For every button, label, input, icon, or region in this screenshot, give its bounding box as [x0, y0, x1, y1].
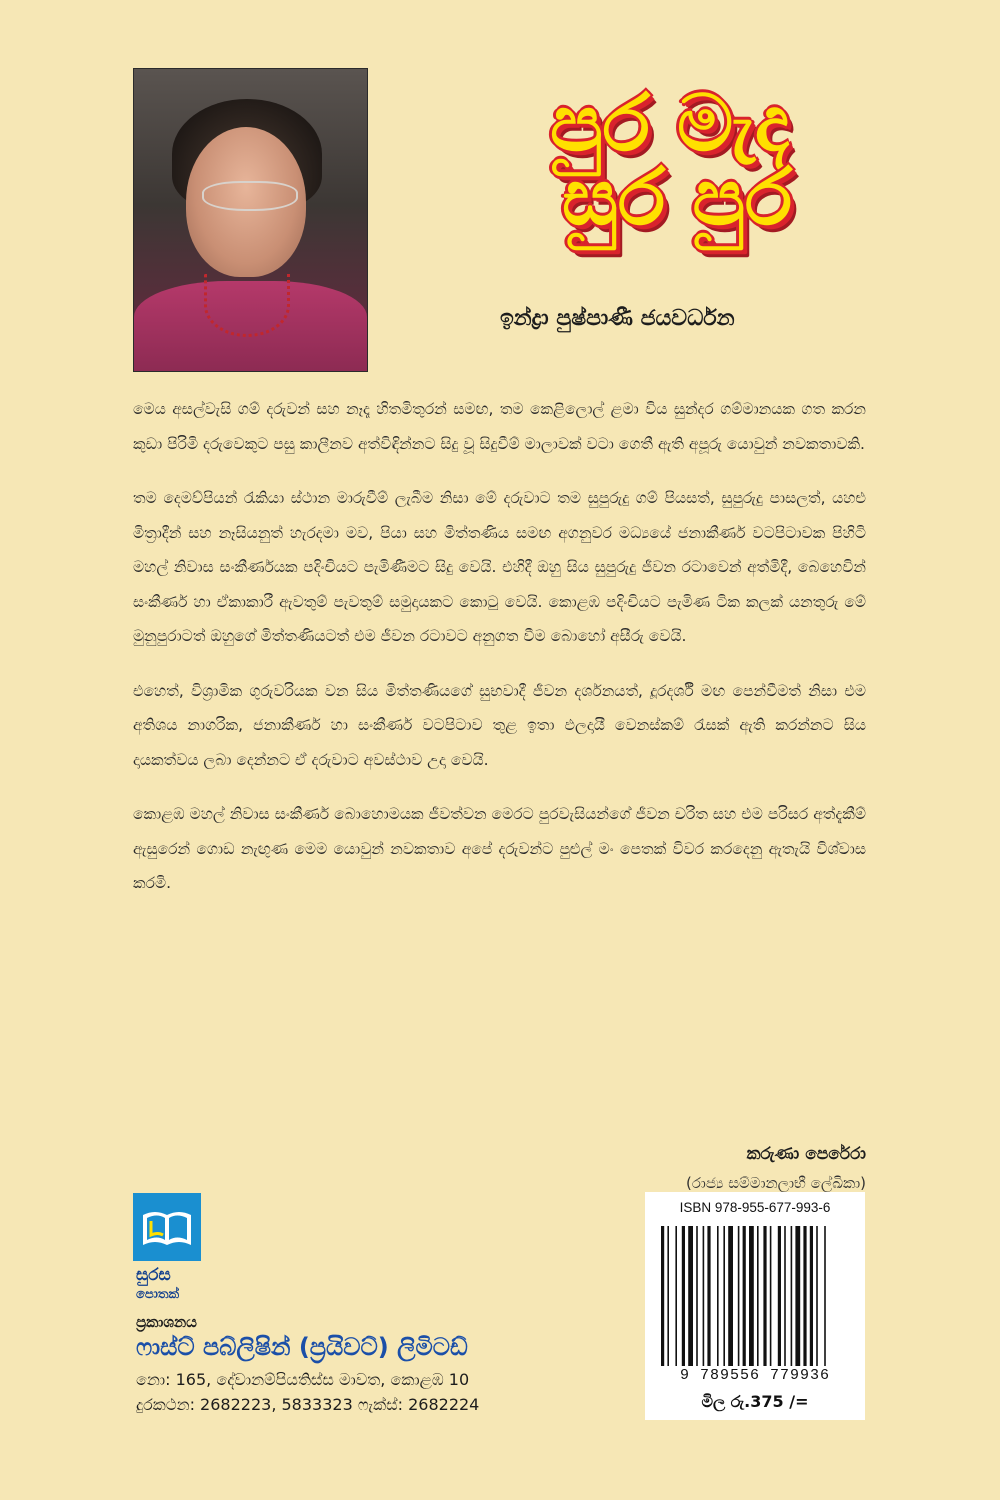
publisher-phone: දුරකථන: 2682223, 5833323 ෆැක්ස්: 2682224	[136, 1395, 480, 1414]
publisher-address: නො: 165, දේවානම්පියතිස්ස මාවත, කොළඹ 10	[136, 1370, 470, 1389]
logo-line-1: සුරස	[136, 1265, 171, 1285]
book-title-line-1: පුර මැද	[550, 79, 790, 169]
author-photo	[133, 68, 368, 372]
logo-line-2: පොතක්	[136, 1287, 180, 1302]
blurb-signature	[686, 1140, 866, 1198]
book-title-line-2: සුර පුර	[562, 153, 793, 243]
barcode-digits: 9 789556 779936	[679, 1367, 831, 1384]
signature-title: (රාජ්‍ය සම්මානලාභී ලේඛිකා)	[685, 1174, 866, 1192]
book-title	[550, 79, 810, 243]
blurb-text	[133, 392, 866, 921]
blurb-paragraph-3: එහෙත්, විශ්‍රාමික ගුරුවරියක වන සිය මිත්තණියගේ සුභවාදී ජීවන දර්ශනයත්, දූරදර්ශී මඟ පෙන්වීමත් නිසා එම අතිශය නාගරික, ජනාකීර්ණ හා සංකීර්ණ වටපිටාව තුළ ඉතා ඵලදායී වෙනස්කම් රැසක් ඇති කරන්නට සිය දායකත්වය ලබා දෙන්නට ඒ දරුවාට අවස්ථාව උදා වෙයි.	[133, 681, 866, 769]
barcode-icon	[659, 1226, 851, 1366]
price-label: මිල රු.375 /=	[701, 1392, 809, 1411]
photo-necklace	[204, 274, 290, 337]
barcode-panel	[645, 1192, 865, 1420]
open-book-icon	[133, 1193, 201, 1261]
publisher-name: ෆාස්ට් පබ්ලිෂින් (ප්‍රයිවට්) ලිමිටඩ්	[136, 1333, 468, 1361]
photo-glasses	[202, 181, 298, 211]
publisher-logo-text	[136, 1265, 179, 1305]
isbn-label: ISBN 978-955-677-993-6	[679, 1200, 831, 1215]
signature-name: කරුණා පෙරේරා	[746, 1144, 866, 1164]
blurb-paragraph-4: කොළඹ මහල් නිවාස සංකීර්ණ බොහොමයක ජීවත්වන මෙරට පුරවැසියන්ගේ ජීවන චරිත සහ එම පරිසර අත්දැකීම් ඇසුරෙන් ගොඩ නැඟුණ මෙම යොවුන් නවකතාව අපේ දරුවන්ට පුළුල් මං පෙතක් විවර කරදෙනු ඇතැයි විශ්වාස කරමි.	[133, 805, 866, 892]
blurb-paragraph-1: මෙය අසල්වැසි ගම් දරුවන් සහ නෑදෑ හිතමිතුරන් සමඟ, තම කෙළිලොල් ළමා විය සුන්දර ගම්මානයක ගත කරන කුඩා පිරිමි දරුවෙකුට පසු කාලීනව අත්විඳින්නට සිදු වූ සිදුවීම් මාලාවක් වටා ගෙතී ඇති අපූරු යොවුන් නවකතාවකි.	[133, 400, 866, 453]
author-name: ඉන්ද්‍රා පුෂ්පාණී ජයවර්ධන	[500, 306, 735, 331]
blurb-paragraph-2: තම දෙමව්පියන් රැකියා ස්ථාන මාරුවීම් ලැබීම නිසා මේ දරුවාට තම සුපුරුදු ගම් පියසත්, සුපුරුදු පාසලත්, යහළු මිත්‍රාදීන් සහ නෑසියනුත් හැරදමා මව, පියා සහ මිත්තණිය සමඟ අගනුවර මධ්‍යයේ ජනාකීර්ණ වටපිටාවක පිහිටි මහල් නිවාස සංකීර්ණයක පදිංචියට පැමිණීමට සිදු වෙයි. එහිදී ඔහු සිය සුපුරුදු ජීවන රටාවෙන් අත්මිදී, බෙහෙවින් සංකීර්ණ හා ඒකාකාරී ඇවතුම් පැවතුම් සමුදායකට කොටු වෙයි. කොළඹ පදිංචියට පැමිණ ටික කලක් යනතුරු මේ මුනුපුරාටත් ඔහුගේ මිත්තණියටත් එම ජීවන රටාවට අනුගත වීම බොහෝ අසීරු වෙයි.	[133, 489, 866, 645]
publisher-label: ප්‍රකාශනය	[136, 1313, 197, 1331]
